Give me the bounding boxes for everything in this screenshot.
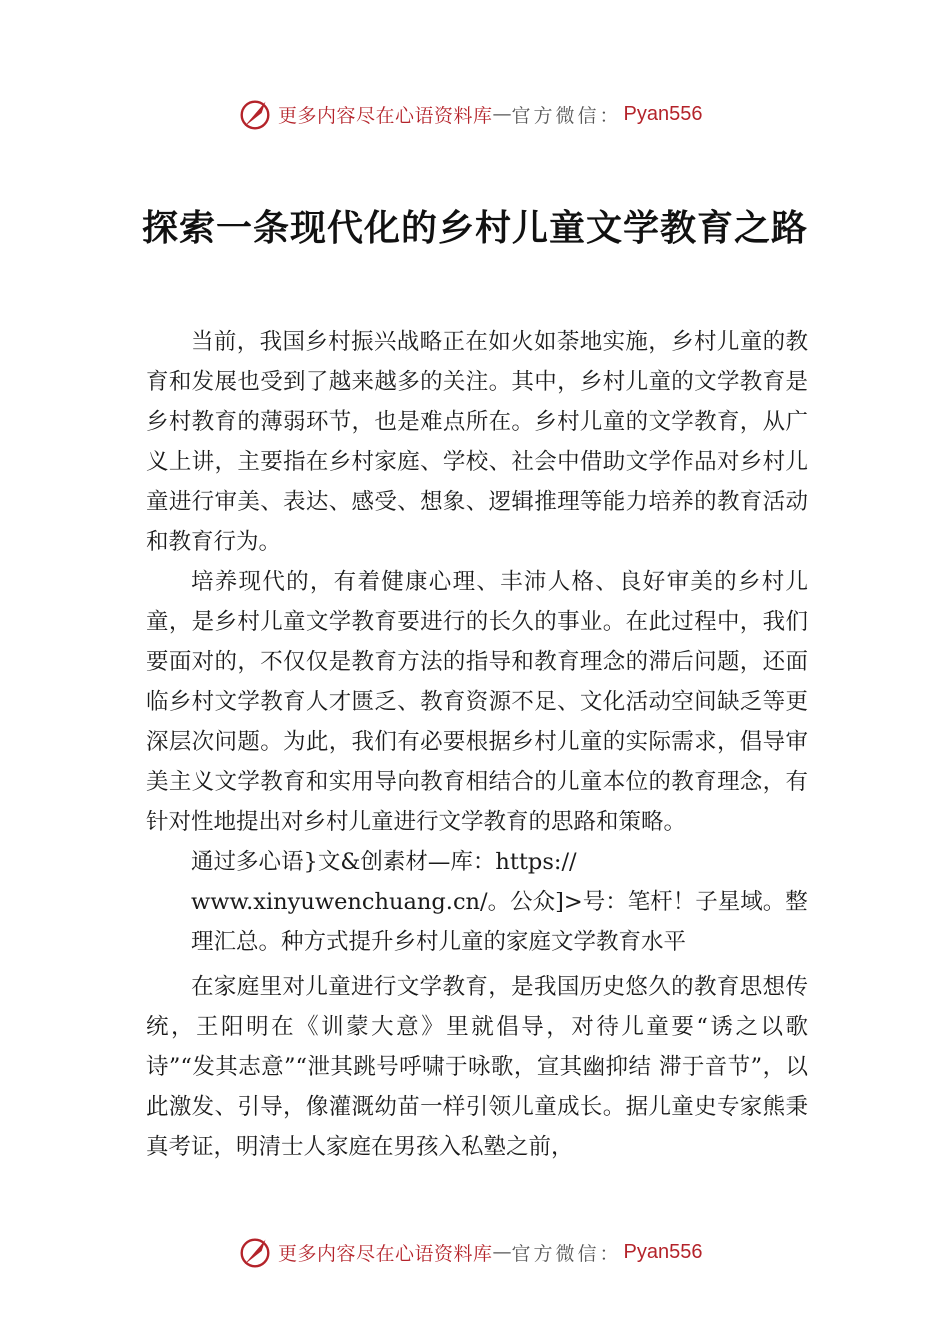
source-note bbox=[146, 842, 881, 962]
banner-wechat-label: 官方微信： bbox=[511, 104, 622, 127]
paragraph-3: 在家庭里对儿童进行文学教育，是我国历史悠久的教育思想传统，王阳明在《训蒙大意》里就倡导，对待儿童要“诱之以歌诗”“发其志意”“泄其跳号呼啸于咏歌，宣其幽抑结 滞于音节”，以此激发、引导，像灌溉幼苗一样引领儿童成长。据儿童史专家熊秉真考证，明清士人家庭在男孩入私塾之前， bbox=[146, 974, 808, 1160]
document-title: 探索一条现代化的乡村儿童文学教育之路 bbox=[141, 208, 808, 249]
banner-dash: — bbox=[492, 103, 512, 125]
quill-pen-logo-icon bbox=[236, 1233, 274, 1271]
paragraph-2: 培养现代的，有着健康心理、丰沛人格、良好审美的乡村儿童，是乡村儿童文学教育要进行的长久的事业。在此过程中，我们要面对的，不仅仅是教育方法的指导和教育理念的滞后问题，还面临乡村文学教育人才匮乏、教育资源不足、文化活动空间缺乏等更深层次问题。为此，我们有必要根据乡村儿童的实际需求，倡导审美主义文学教育和实用导向教育相结合的儿童本位的教育理念，有针对性地提出对乡村儿童进行文学教育的思路和策略。 bbox=[146, 569, 808, 835]
quill-pen-logo-icon bbox=[236, 95, 274, 133]
banner-wechat-id: Pyan556 bbox=[623, 1240, 703, 1263]
banner-wechat-label: 官方微信： bbox=[511, 1242, 622, 1265]
header-banner[interactable] bbox=[236, 94, 703, 134]
banner-site-name: 更多内容尽在心语资料库 bbox=[278, 104, 493, 127]
footer-banner[interactable] bbox=[236, 1232, 703, 1272]
banner-site-name: 更多内容尽在心语资料库 bbox=[278, 1242, 493, 1265]
source-note-line-1: 通过多心语}文&创素材—库：https:// bbox=[191, 849, 577, 875]
banner-dash: — bbox=[492, 1241, 512, 1263]
banner-wechat-id: Pyan556 bbox=[623, 102, 703, 125]
document-body bbox=[146, 322, 808, 1167]
source-note-line-2: www.xinyuwenchuang.cn/。公众]>号：笔杆！子星域。整 bbox=[191, 889, 808, 915]
paragraph-1: 当前，我国乡村振兴战略正在如火如荼地实施，乡村儿童的教育和发展也受到了越来越多的关注。其中，乡村儿童的文学教育是乡村教育的薄弱环节，也是难点所在。乡村儿童的文学教育，从广义上讲，主要指在乡村家庭、学校、社会中借助文学作品对乡村儿童进行审美、表达、感受、想象、逻辑推理等能力培养的教育活动和教育行为。 bbox=[146, 329, 808, 555]
source-note-line-3: 理汇总。种方式提升乡村儿童的家庭文学教育水平 bbox=[191, 929, 687, 955]
